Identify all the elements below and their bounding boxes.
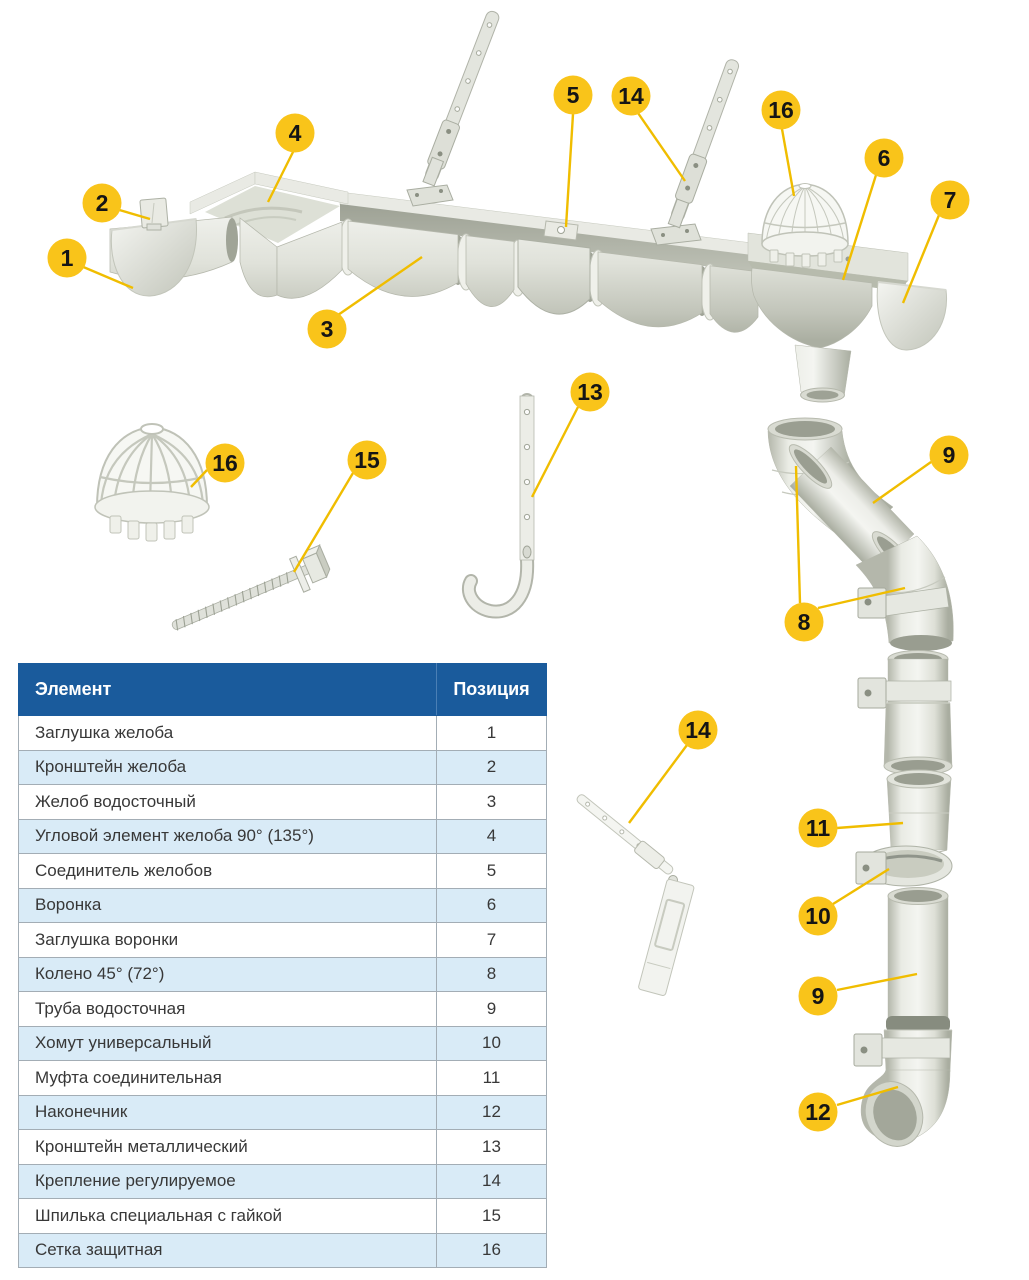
table-row (19, 716, 547, 751)
leader-line (818, 588, 905, 608)
callout-7 (931, 181, 970, 220)
callout-number: 1 (60, 245, 74, 271)
callout-number: 6 (877, 145, 891, 171)
callout-number: 13 (577, 379, 603, 405)
leader-line (629, 745, 687, 823)
callout-number: 2 (95, 190, 109, 216)
table-row (19, 854, 547, 889)
callout-14 (612, 77, 651, 116)
callout-number: 14 (685, 717, 711, 743)
position-cell: 5 (437, 854, 547, 889)
element-cell: Крепление регулируемое (19, 1164, 437, 1199)
callout-9 (799, 977, 838, 1016)
leader-line (566, 114, 573, 227)
position-cell: 16 (437, 1233, 547, 1268)
callout-6 (865, 139, 904, 178)
table-row (19, 888, 547, 923)
table-row (19, 1130, 547, 1165)
element-cell: Хомут универсальный (19, 1026, 437, 1061)
leader-line (782, 129, 794, 196)
callout-11 (799, 809, 838, 848)
callout-3 (308, 310, 347, 349)
table-row (19, 1199, 547, 1234)
position-cell: 11 (437, 1061, 547, 1096)
table-row (19, 1233, 547, 1268)
leader-line (837, 823, 903, 828)
table-row (19, 785, 547, 820)
callout-number: 12 (805, 1099, 831, 1125)
callout-16 (206, 444, 245, 483)
callout-16 (762, 91, 801, 130)
table-row (19, 957, 547, 992)
position-cell: 3 (437, 785, 547, 820)
table-header-row (19, 664, 547, 716)
leader-line (638, 113, 685, 181)
callout-number: 4 (288, 120, 302, 146)
element-cell: Заглушка воронки (19, 923, 437, 958)
leader-line (843, 175, 876, 280)
callout-9 (930, 436, 969, 475)
table-row (19, 819, 547, 854)
element-cell: Колено 45° (72°) (19, 957, 437, 992)
leader-line (532, 407, 578, 497)
leader-line (796, 466, 800, 603)
table-row (19, 923, 547, 958)
element-cell: Соединитель желобов (19, 854, 437, 889)
callout-number: 10 (805, 903, 831, 929)
table-row (19, 1164, 547, 1199)
element-cell: Заглушка желоба (19, 716, 437, 751)
leader-line (81, 266, 133, 288)
callout-1 (48, 239, 87, 278)
table-body (19, 716, 547, 1268)
position-cell: 13 (437, 1130, 547, 1165)
callout-number: 5 (566, 82, 580, 108)
element-cell: Шпилька специальная с гайкой (19, 1199, 437, 1234)
leader-line (116, 209, 150, 219)
position-cell: 14 (437, 1164, 547, 1199)
element-cell: Кронштейн металлический (19, 1130, 437, 1165)
position-cell: 10 (437, 1026, 547, 1061)
callout-number: 9 (811, 983, 825, 1009)
position-cell: 2 (437, 750, 547, 785)
callout-5 (554, 76, 593, 115)
leader-line (338, 257, 422, 315)
leader-line (873, 462, 931, 503)
leader-line (268, 148, 295, 202)
callout-15 (348, 441, 387, 480)
callout-14 (679, 711, 718, 750)
element-cell: Угловой элемент желоба 90° (135°) (19, 819, 437, 854)
position-cell: 1 (437, 716, 547, 751)
position-cell: 9 (437, 992, 547, 1027)
element-cell: Кронштейн желоба (19, 750, 437, 785)
table-row (19, 1061, 547, 1096)
callout-number: 11 (805, 815, 831, 841)
position-cell: 4 (437, 819, 547, 854)
header-position: Позиция (437, 664, 547, 716)
table-row (19, 1026, 547, 1061)
leader-line (837, 1087, 898, 1105)
leader-line (837, 974, 917, 990)
element-cell: Наконечник (19, 1095, 437, 1130)
leader-line (833, 869, 889, 904)
callout-8 (785, 603, 824, 642)
callout-number: 15 (354, 447, 380, 473)
table-row (19, 992, 547, 1027)
callout-number: 14 (618, 83, 644, 109)
parts-table (18, 663, 547, 1268)
callout-number: 7 (943, 187, 957, 213)
position-cell: 8 (437, 957, 547, 992)
header-element: Элемент (19, 664, 437, 716)
element-cell: Желоб водосточный (19, 785, 437, 820)
leader-line (903, 215, 939, 303)
element-cell: Труба водосточная (19, 992, 437, 1027)
callout-12 (799, 1093, 838, 1132)
leader-line (191, 470, 207, 487)
table-row (19, 1095, 547, 1130)
callout-10 (799, 897, 838, 936)
leader-line (294, 473, 353, 572)
callout-number: 16 (768, 97, 794, 123)
callout-number: 9 (942, 442, 956, 468)
callout-number: 16 (212, 450, 238, 476)
callout-number: 3 (320, 316, 334, 342)
callout-number: 8 (797, 609, 811, 635)
element-cell: Муфта соединительная (19, 1061, 437, 1096)
position-cell: 12 (437, 1095, 547, 1130)
callout-2 (83, 184, 122, 223)
position-cell: 15 (437, 1199, 547, 1234)
callout-4 (276, 114, 315, 153)
element-cell: Воронка (19, 888, 437, 923)
position-cell: 6 (437, 888, 547, 923)
position-cell: 7 (437, 923, 547, 958)
callout-13 (571, 373, 610, 412)
table-row (19, 750, 547, 785)
element-cell: Сетка защитная (19, 1233, 437, 1268)
